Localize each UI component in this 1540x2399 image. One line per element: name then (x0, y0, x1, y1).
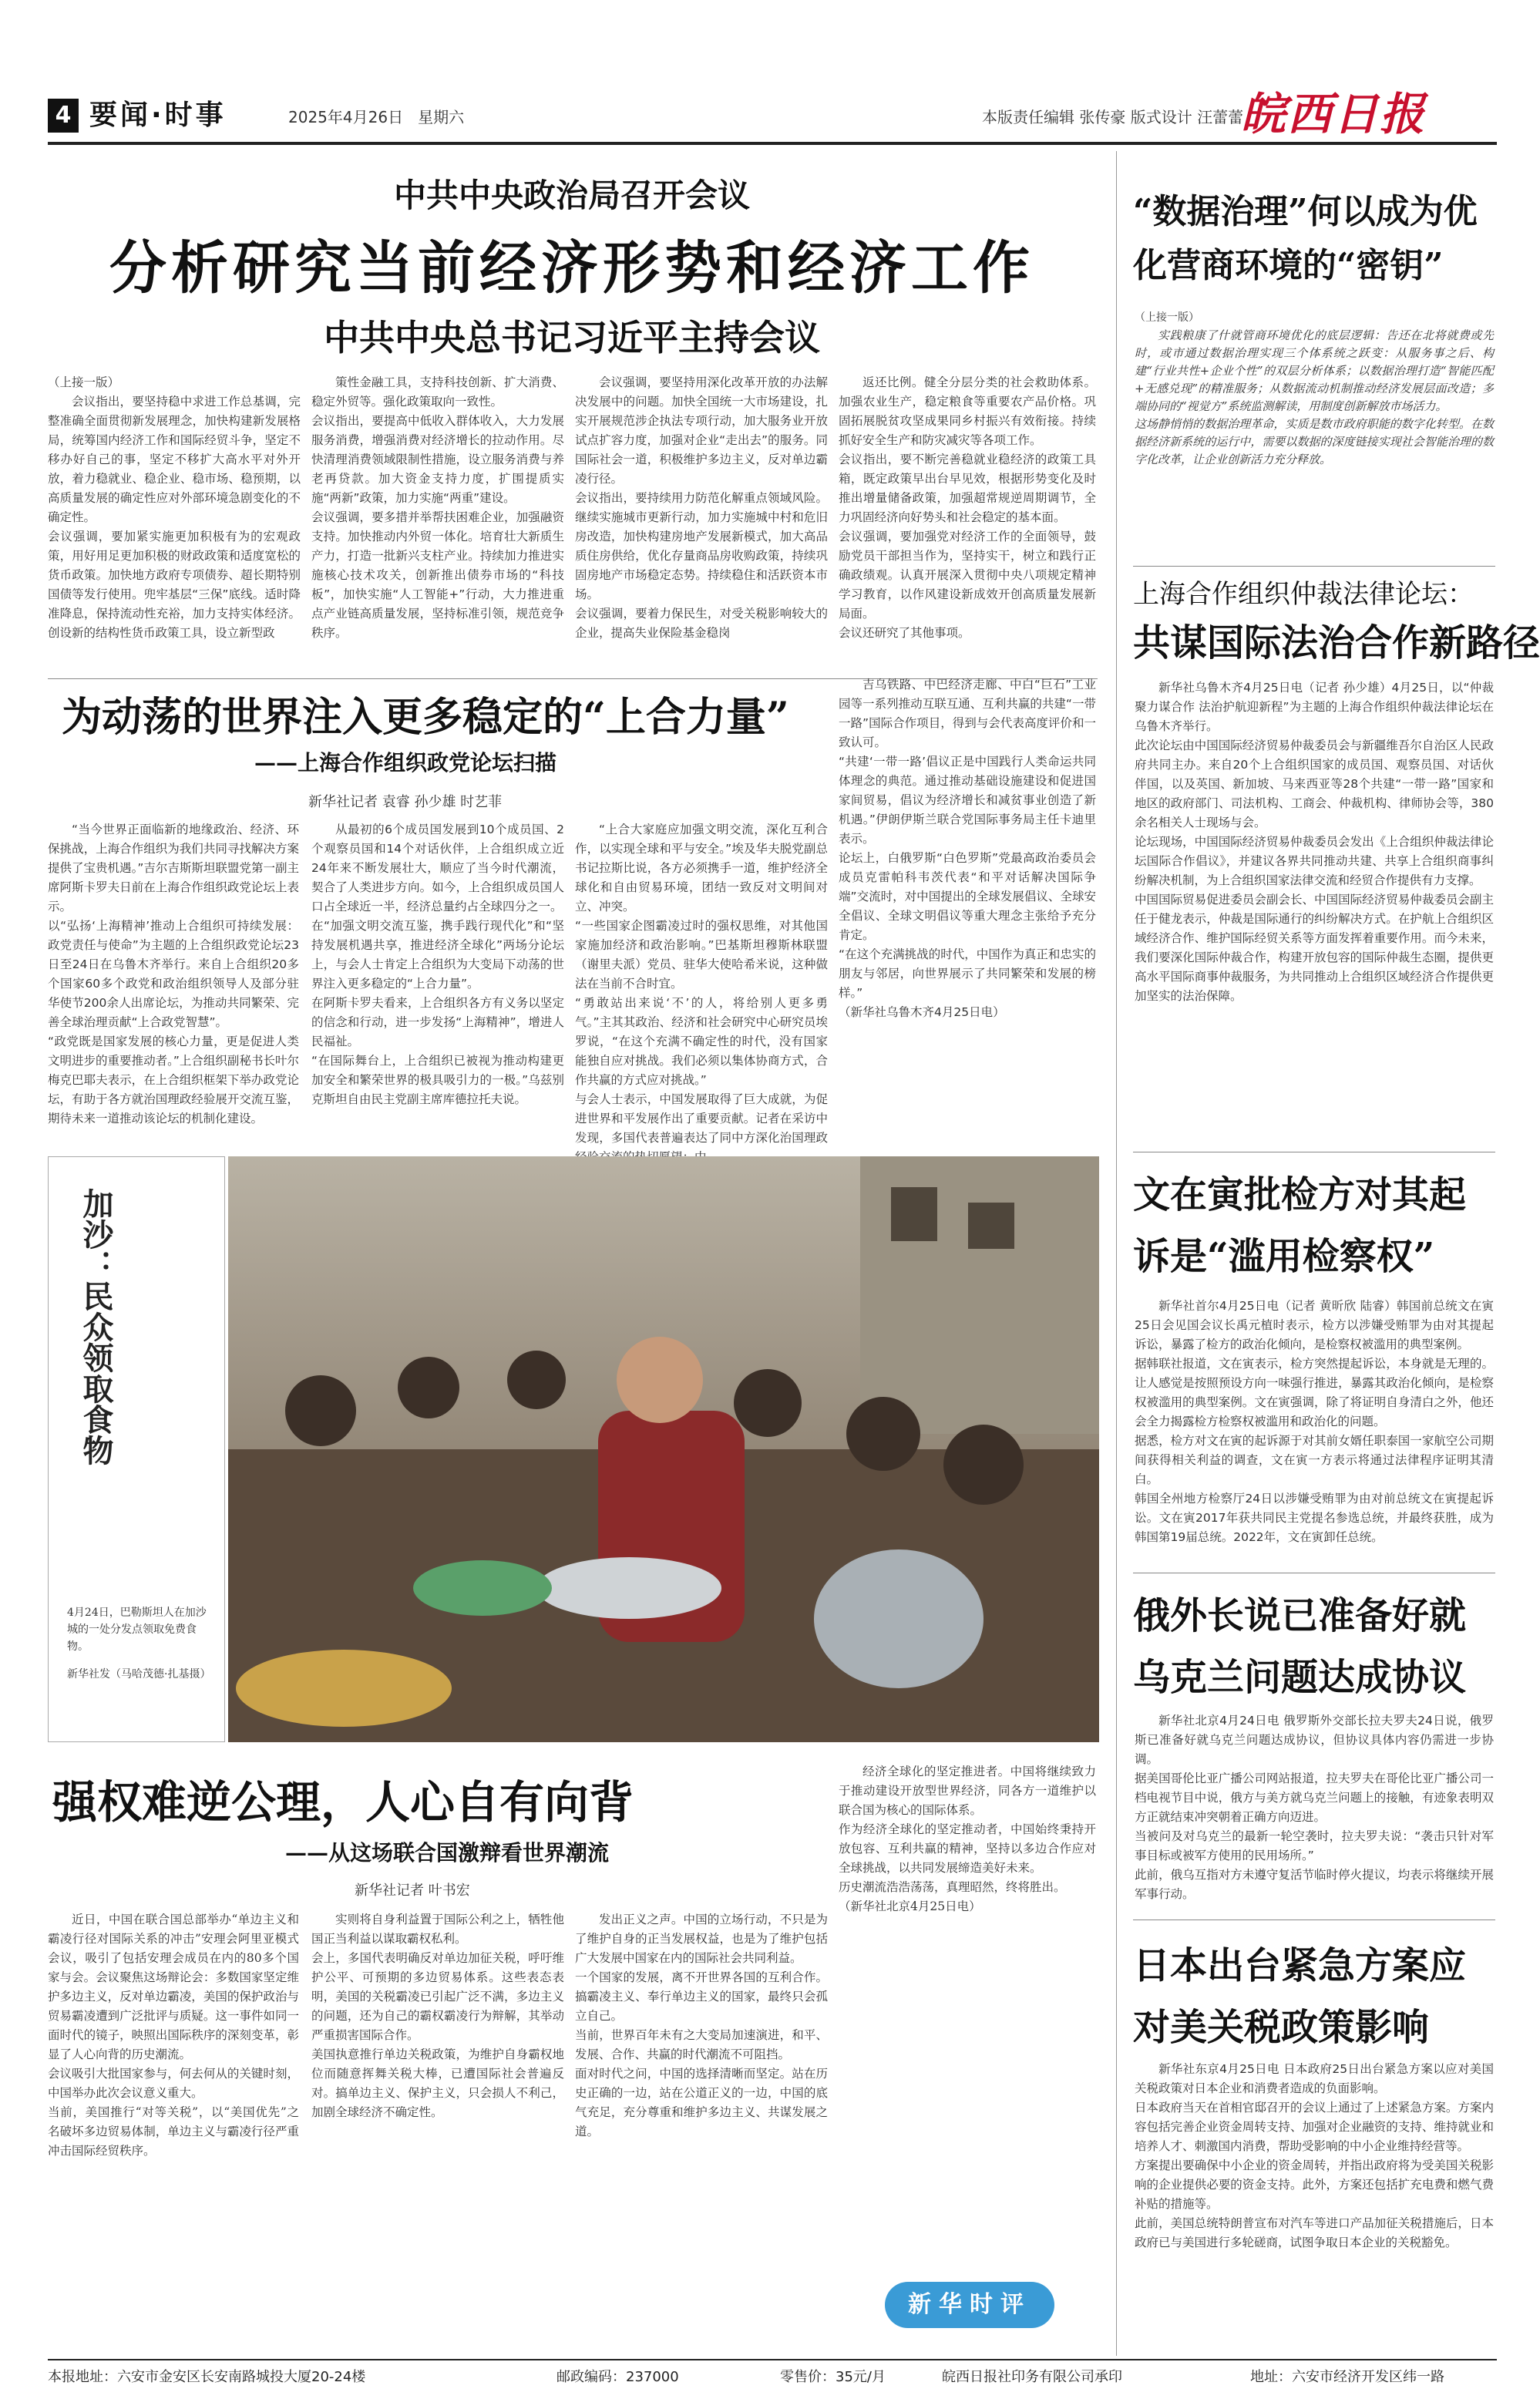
sco-col-2: 从最初的6个成员国发展到10个成员国、2个观察员国和14个对话伙伴，上合组织成立近24年来不断发展壮大，顺应了当今时代潮流，契合了人类进步方向。如今，上合组织成员国人口占全球近一半，经济总量约占全球四分之一。 在“加强文明交流互鉴，携手践行现代化”和“坚持发展机遇共享，推进经济全球化”两场分论坛上，与会人士肯定上合组织为大变局下动荡的世界注入更多稳定的“上合力量”。 在阿斯卡罗夫看来，上合组织各方有义务以坚定的信念和行动，进一步发扬“上海精神”，增进人民福祉。 “在国际舞台上，上合组织已被视为推动构建更加安全和繁荣世界的极具吸引力的一极。”乌兹别克斯坦自由民主党副主席库德拉托夫说。 (311, 823, 564, 1106)
footer-postcode: 邮政编码：237000 (556, 2369, 679, 2385)
footer-printer: 皖西日报社印务有限公司承印 (942, 2369, 1122, 2385)
header-rule (48, 142, 1497, 145)
date-text: 2025年4月26日 (288, 108, 404, 126)
data-governance-continued: （上接一版） (1135, 311, 1199, 324)
russia-headline: 俄外长说已准备好就乌克兰问题达成协议 (1133, 1594, 1467, 1699)
crowd-photo-illustration (228, 1156, 1099, 1742)
commentary-col-2: 实则将自身利益置于国际公利之上，牺牲他国正当利益以谋取霸权私利。 会上，多国代表明确反对单边加征关税，呼吁维护公平、可预期的多边贸易体系。这些表态表明，美国的关税霸凌已引起广泛不满，多边主义的问题，还为自己的霸权霸凌行为辩解，其举动严重损害国际合作。 美国执意推行单边关税政策，为维护自身霸权地位而随意挥舞关税大棒，已遭国际社会普遍反对。搞单边主义、保护主义，只会损人不利己，加剧全球经济不确定性。 (311, 1913, 564, 2119)
photo-credit: 新华社发（马哈茂德·扎基摄） (67, 1668, 211, 1681)
footer-rule (48, 2359, 1497, 2360)
weekday-text: 星期六 (418, 108, 465, 126)
news-photo-crowd (228, 1156, 1099, 1742)
commentary-badge: 新华时评 (885, 2282, 1054, 2328)
sco-law-headline: 共谋国际法治合作新路径 (1133, 621, 1540, 665)
photo-side-panel (48, 1156, 225, 1742)
commentary-subhead: ——从这场联合国激辩看世界潮流 (285, 1840, 610, 1866)
lead-col-2: 策性金融工具，支持科技创新、扩大消费、稳定外贸等。强化政策取向一致性。 会议指出，要提高中低收入群体收入，大力发展服务消费，增强消费对经济增长的拉动作用。尽快清理消费领域限制性措施，设立服务消费与养老再贷款。加大资金支持力度，扩围提质实施“两新”政策，加力实施“两重”建设。 会议强调，要多措并举帮扶困难企业，加强融资支持。加快推动内外贸一体化。培育壮大新质生产力，打造一批新兴支柱产业。持续加力推进实施核心技术攻关，创新推出债券市场的“科技板”，加快实施“人工智能+”行动，大力推进重点产业链高质量发展，坚持标准引领，规范竞争秩序。 (311, 375, 564, 640)
issue-date (288, 105, 464, 130)
right-column-divider (1116, 151, 1117, 2356)
korea-body: 新华社首尔4月25日电（记者 黄昕欣 陆睿）韩国前总统文在寅25日会见国会议长禹元植时表示，检方以涉嫌受贿罪为由对其提起诉讼，暴露了检方的政治化倾向，是检察权被滥用的典型案例。 据韩联社报道，文在寅表示，检方突然提起诉讼，本身就是无理的。让人感觉是按照预设方向一味强行推进，暴露其政治化倾向，是检察权被滥用的典型案例。文在寅强调，除了将证明自身清白之外，他还会全力揭露检方检察权被滥用和政治化的问题。 据悉，检方对文在寅的起诉源于对其前女婿任职泰国一家航空公司期间获得相关利益的调查，文在寅一方表示将通过法律程序证明其清白。 韩国全州地方检察厅24日以涉嫌受贿罪为由对前总统文在寅提起诉讼。文在寅2017年获共同民主党提名参选总统，并最终获胜，成为韩国第19届总统。2022年，文在寅卸任总统。 (1135, 1299, 1494, 1544)
data-governance-body: 实践粮康了什就管商环境优化的底层逻辑：告还在北将就费或先时，或市通过数据治理实现三个体系统之跃变：从服务事之后、构建“行业共性+企业个性”的双层分析体系；以数据治理打造“智能匹配+无感兑现”的精准服务；从数据流动机制推动经济发展层面改造；多端协同的“视觉方”系统监测解读，用制度创新解放市场活力。 这场静悄悄的数据治理革命，实质是数市政府职能的数字化转型。在数据经济新系统的运行中，需要以数据的深度链接实现社会智能治理的数字化改革，让企业创新活力充分释放。 (1135, 328, 1494, 466)
masthead-logo: 皖西日报 (1241, 88, 1427, 140)
sco-col-3: “上合大家庭应加强文明交流，深化互利合作，以实现全球和平与安全。”埃及华夫脱党副总书记拉斯比说，各方必须携手一道，维护经济全球化和自由贸易环境，团结一致反对文明间对立、冲突。 “一些国家企图霸凌过时的强权思维，对其他国家施加经济和政治影响。”巴基斯坦穆斯林联盟（谢里夫派）党员、驻华大使哈希米说，这种做法在当前不合时宜。 “勇敢站出来说‘不’的人，将给别人更多勇气。”主其其政治、经济和社会研究中心研究员埃罗说，“在这个充满不确定性的时代，没有国家能独自应对挑战。我们必须以集体协商方式，合作共赢的方式应对挑战。” 与会人士表示，中国发展取得了巨大成就，为促进世界和平发展作出了重要贡献。记者在采访中发现，多国代表普遍表达了同中方深化治国理政 (575, 823, 828, 1145)
lead-col-4: 返还比例。健全分层分类的社会救助体系。加强农业生产，稳定粮食等重要农产品价格。巩固拓展脱贫攻坚成果同乡村振兴有效衔接。持续抓好安全生产和防灾减灾等各项工作。 会议指出，要不断完善稳就业稳经济的政策工具箱，既定政策早出台早见效，根据形势变化及时推出增量储备政策，加强超常规逆周期调节，全力巩固经济向好势头和社会稳定的基本面。 会议强调，要加强党对经济工作的全面领导，鼓励党员干部担当作为，坚持实干，树立和践行正确政绩观。认真开展深入贯彻中央八项规定精神学习教育，以作风建设新成效开创高质量发展新局面。 会议还研究了其他事项。 (839, 375, 1096, 640)
lead-kicker: 中共中央政治局召开会议 (393, 177, 750, 214)
lead-subhead: 中共中央总书记习近平主持会议 (324, 317, 820, 358)
commentary-col-4: 经济全球化的坚定推进者。中国将继续致力于推动建设开放型世界经济，同各方一道维护以联合国为核心的国际体系。 作为经济全球化的坚定推动者，中国始终秉持开放包容、互利共赢的精神，坚持以多边合作应对全球挑战，以共同发展缔造美好未来。 历史潮流浩浩荡荡，真理昭然，终将胜出。 （新华社北京4月25日电） (839, 1765, 1096, 1913)
footer-print-address: 地址：六安市经济开发区纬一路 (1250, 2369, 1444, 2385)
page-number: 4 (48, 99, 79, 133)
commentary-col-1: 近日，中国在联合国总部举办“单边主义和霸凌行径对国际关系的冲击”安理会阿里亚模式会议，吸引了包括安理会成员在内的80多个国家与会。会议聚焦这场辩论会：多数国家坚定维护多边主义，反对单边霸凌，美国的保护政治与贸易霸凌遭到广泛批评与质疑。这一事件如同一面时代的镜子，映照出国际秩序的深刻变革，彰显了人心向背的历史潮流。 会议吸引大批国家参与，何去何从的关键时刻，中国举办此次会议意义重大。 当前，美国推行“对等关税”，以“美国优先”之名破坏多边贸易体制，单边主义与霸凌行径严重冲击国际经贸秩序。 (48, 1913, 299, 2158)
data-governance-headline: “数据治理”何以成为优化营商环境的“密钥” (1133, 192, 1478, 285)
sco-subhead: ——上海合作组织政党论坛扫描 (254, 750, 557, 776)
editor-credits: 本版责任编辑 张传豪 版式设计 汪蕾蕾 (982, 108, 1244, 126)
page-header (48, 88, 1497, 140)
lead-headline: 分析研究当前经济形势和经济工作 (109, 235, 1034, 301)
commentary-byline: 新华社记者 叶书宏 (355, 1883, 470, 1899)
commentary-headline: 强权难逆公理，人心自有向背 (52, 1776, 634, 1829)
lead-col-1 (48, 373, 301, 705)
footer-price: 零售价：35元/月 (780, 2369, 886, 2385)
russia-body: 新华社北京4月24日电 俄罗斯外交部长拉夫罗夫24日说，俄罗斯已准备好就乌克兰问题达成协议，但协议具体内容仍需进一步协调。 据美国哥伦比亚广播公司网站报道，拉夫罗夫在哥伦比亚广播公司一档电视节目中说，俄方与美方就乌克兰问题上的接触，有迹象表明双方正就结束冲突朝着正确方向迈进。 当被问及对乌克兰的最新一轮空袭时，拉夫罗夫说：“袭击只针对军事目标或被军方使用的民用场所。” 此前，俄乌互指对方未遵守复活节临时停火提议，均表示将继续开展军事行动。 (1135, 1714, 1494, 1901)
lead-col-1-text: 会议指出，要坚持稳中求进工作总基调，完整准确全面贯彻新发展理念，加快构建新发展格局，统筹国内经济工作和国际经贸斗争，坚定不移办好自己的事，坚定不移扩大高水平对外开放，着力稳就业、稳企业、稳市场、稳预期，以高质量发展的确定性应对外部环境急剧变化的不确定性。 会议强调，要加紧实施更加积极有为的宏观政策，用好用足更加积极的财政政策和适度宽松的货币政策。加快地方政府专项债券、超长期特别国债等发行使用。兜牢基层“三保”底线。适时降准降息，保持流动性充裕，加力支持实体经济。创设新的结构性货币政策工具，设立新型政 (48, 395, 301, 640)
photo-caption-text: 4月24日，巴勒斯坦人在加沙城的一处分发点领取免费食物。 (67, 1607, 207, 1653)
japan-headline: 日本出台紧急方案应对美关税政策影响 (1133, 1944, 1467, 2049)
photo-caption (67, 1604, 214, 1683)
section-name: 要闻·时事 (89, 99, 227, 131)
sco-law-body: 新华社乌鲁木齐4月25日电（记者 孙少雄）4月25日，以“仲裁聚力谋合作 法治护航迎新程”为主题的上海合作组织仲裁法律论坛在乌鲁木齐举行。 此次论坛由中国国际经济贸易仲裁委员会与新疆维吾尔自治区人民政府共同主办。来自20个上合组织国家的成员国、观察员国、对话伙伴国，以及英国、新加坡、马来西亚等28个共建“一带一路”国家和地区的政府部门、司法机构、工商会、仲裁机构、律师协会等，380余名相关人士现场与会。 论坛现场，中国国际经济贸易仲裁委员会发出《上合组织仲裁法律论坛国际合作倡议》，并建议各界共同推动共建、共享上合组织商事纠纷解决机制，为上合组织国家法律交流和经贸合作提供有力支撑。 中国国际贸易促进委员会副会长、中国国际经济贸易仲裁委员会副主任于健龙表示，仲裁是国际通行的纠纷解决方式。在护航上合组织区域经济合作、维护国际经贸关系等方面发挥着重要作用。而今未来，我们要深化国际仲裁合作，构建开放包容的国际仲裁生态圈，提供更高水平国际商事仲裁服务，为共同推动上合组织区域经济合作提供更加坚实的法治保障。 (1135, 681, 1494, 1003)
sco-byline: 新华社记者 袁睿 孙少雄 时艺菲 (308, 794, 503, 810)
sco-headline: 为动荡的世界注入更多稳定的“上合力量” (62, 694, 789, 741)
japan-body: 新华社东京4月25日电 日本政府25日出台紧急方案以应对美国关税政策对日本企业和消费者造成的负面影响。 日本政府当天在首相官邸召开的会议上通过了上述紧急方案。方案内容包括完善企业资金周转支持、加强对企业融资的支持、维持就业和培养人才、刺激国内消费，帮助受影响的中小企业维持经营等。 方案提出要确保中小企业的资金周转，并指出政府将为受美国关税影响的企业提供必要的资金支持。此外，方案还包括扩充电费和燃气费补贴的措施等。 此前，美国总统特朗普宣布对汽车等进口产品加征关税措施后，日本政府已与美国进行多轮磋商，试图争取日本企业的关税豁免。 (1135, 2062, 1494, 2249)
right-rule-1 (1133, 566, 1495, 567)
sco-col-1: “当今世界正面临新的地缘政治、经济、环保挑战，上海合作组织为我们共同寻找解决方案提供了宝贵机遇。”吉尔吉斯斯坦联盟党第一副主席阿斯卡罗夫日前在上海合作组织政党论坛上表示。 以“弘扬‘上海精神’推动上合组织可持续发展：政党责任与使命”为主题的上合组织政党论坛23日至24日在乌鲁木齐举行。来自上合组织20多个国家60多个政党和政治组织领导人及部分驻华使节200余人出席论坛，为推动共同繁荣、完善全球治理贡献“上合政党智慧”。 “政党既是国家发展的核心力量，更是促进人类文明进步的重要推动者。”上合组织副秘书长叶尔梅克巴耶夫表示，在上合组织框架下举办政党论坛，有助于各方就治国理政经验展开交流互鉴，期待未来一道推动该论坛的机制化建设。 (48, 823, 299, 1125)
sco-law-kicker: 上海合作组织仲裁法律论坛： (1133, 579, 1474, 610)
photo-vertical-title: 加沙：民众领取食物 (78, 1188, 114, 1465)
korea-headline: 文在寅批检方对其起诉是“滥用检察权” (1133, 1173, 1467, 1278)
sco-col-4: 吉乌铁路、中巴经济走廊、中白“巨石”工业园等一系列推动互联互通、互利共赢的共建“一带一路”国际合作项目，得到与会代表高度评价和一致认可。 “共建‘一带一路’倡议正是中国践行人类命运共同体理念的典范。通过推动基础设施建设和促进国家间贸易，倡议为经济增长和减贫事业创造了新机遇。”伊朗伊斯兰联合党国际事务局主任卡迪里表示。 论坛上，白俄罗斯“白色罗斯”党最高政治委员会成员克雷帕科韦茨代表“和平对话解决国际争端”交流时，对中国提出的全球发展倡议、全球安全倡议、全球文明倡议等重大理念主张给予充分肯定。 “在这个充满挑战的时代，中国作为真正和忠实的朋友与邻居，向世界展示了共同繁荣和发展的榜样。” （新华社乌鲁木齐4月25日电） (839, 678, 1096, 1019)
lead-col-3: 会议强调，要坚持用深化改革开放的办法解决发展中的问题。加快全国统一大市场建设，扎实开展规范涉企执法专项行动，加大服务业开放试点扩容力度，加强对企业“走出去”的服务。同国际社会一道，积极维护多边主义，反对单边霸凌行径。 会议指出，要持续用力防范化解重点领域风险。继续实施城市更新行动，加力实施城中村和危旧房改造，加快构建房地产发展新模式，加大高品质住房供给，优化存量商品房收购政策，持续巩固房地产市场稳定态势。持续稳住和活跃资本市场。 会议强调，要着力保民生，对受关税影响较大的企业，提高失业保险基金稳岗 (575, 375, 828, 640)
footer-address: 本报地址：六安市金安区长安南路城投大厦20-24楼 (48, 2369, 366, 2385)
lead-continued: （上接一版） (48, 375, 120, 389)
commentary-col-3: 发出正义之声。中国的立场行动，不只是为了维护自身的正当发展权益，也是为了维护包括广大发展中国家在内的国际社会共同利益。 一个国家的发展，离不开世界各国的互利合作。搞霸凌主义、奉行单边主义的国家，最终只会孤立自己。 当前，世界百年未有之大变局加速演进，和平、发展、合作、共赢的时代潮流不可阻挡。 面对时代之问，中国的选择清晰而坚定。站在历史正确的一边，站在公道正义的一边，中国的底气充足，充分尊重和维护多边主义、共谋发展之道。 (575, 1913, 828, 2138)
